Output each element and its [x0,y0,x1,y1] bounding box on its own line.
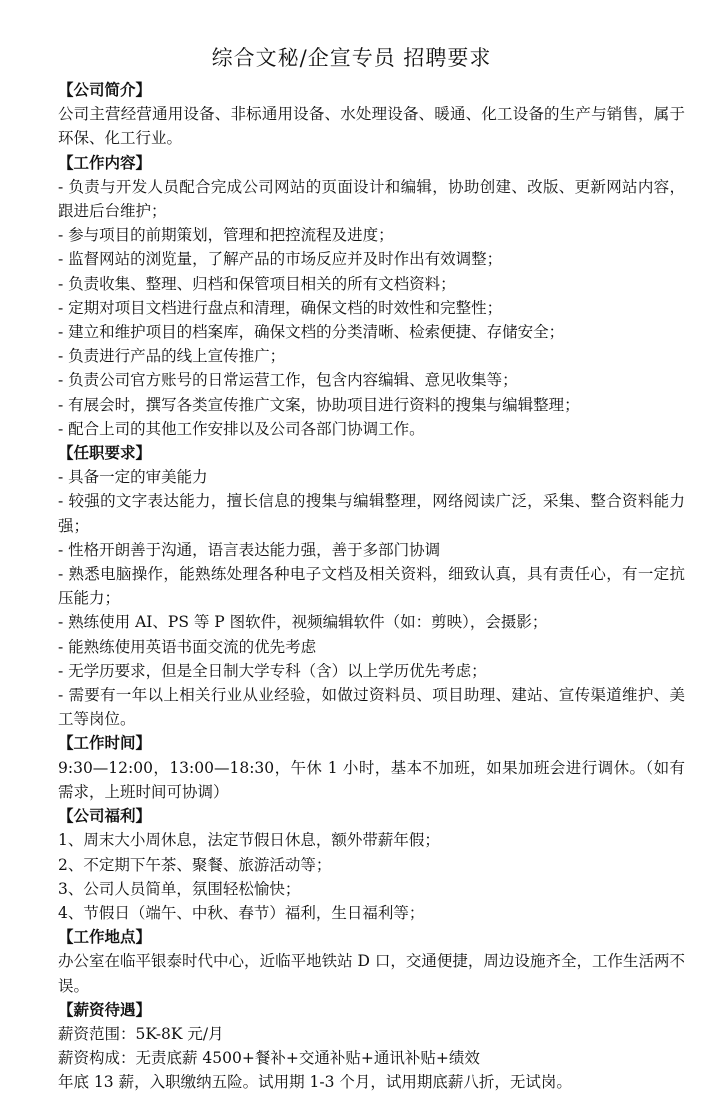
list-item: 1、周末大小周休息，法定节假日休息，额外带薪年假； [58,831,440,850]
list-item: - 较强的文字表达能力，擅长信息的搜集与编辑整理，网络阅读广泛，采集、整合资料能力强； [58,492,685,535]
list-item: - 有展会时，撰写各类宣传推广文案，协助项目进行资料的搜集与编辑整理； [58,395,580,414]
section-heading-requirements: 【任职要求】 [58,444,152,463]
list-item: 2、不定期下午茶、聚餐、旅游活动等； [58,855,332,874]
list-item: - 熟悉电脑操作，能熟练处理各种电子文档及相关资料，细致认真，具有责任心，有一定抗压能力； [58,565,685,608]
list-item: - 熟练使用 AI、PS 等 P 图软件，视频编辑软件（如：剪映），会摄影； [58,613,548,632]
requirements-list [58,465,685,731]
list-item: 3、公司人员简单，氛围轻松愉快； [58,879,301,898]
page-title: 综合文秘/企宣专员 招聘要求 [211,46,492,70]
section-heading-work-time: 【工作时间】 [58,734,152,753]
salary-extra-line: 年底 13 薪，入职缴纳五险。试用期 1-3 个月，试用期底薪八折，无试岗。 [58,1073,572,1092]
section-heading-benefits: 【公司福利】 [58,807,152,826]
work-time-text: 9:30—12:00，13:00—18:30，午休 1 小时，基本不加班，如果加班会进行调休。（如有需求，上班时间可协调） [58,758,685,801]
list-item: - 负责收集、整理、归档和保管项目相关的所有文档资料； [58,274,456,293]
list-item: - 参与项目的前期策划，管理和把控流程及进度； [58,226,394,245]
list-item: - 配合上司的其他工作安排以及公司各部门协调工作。 [58,419,425,438]
list-item: - 建立和维护项目的档案库，确保文档的分类清晰、检索便捷、存储安全； [58,323,565,342]
list-item: - 无学历要求，但是全日制大学专科（含）以上学历优先考虑； [58,661,487,680]
list-item: - 能熟练使用英语书面交流的优先考虑 [58,637,317,656]
list-item: - 定期对项目文档进行盘点和清理，确保文档的时效性和完整性； [58,298,503,317]
list-item: - 负责公司官方账号的日常运营工作，包含内容编辑、意见收集等； [58,371,518,390]
list-item: - 负责与开发人员配合完成公司网站的页面设计和编辑，协助创建、改版、更新网站内容，跟进后台维护； [58,177,685,221]
salary-range-line: 薪资范围：5K-8K 元/月 [58,1024,224,1043]
list-item: - 需要有一年以上相关行业从业经验，如做过资料员、项目助理、建站、宣传渠道维护、美工等岗位。 [58,686,685,729]
job-content-list [58,175,685,441]
list-item: - 性格开朗善于沟通，语言表达能力强，善于多部门协调 [58,540,441,559]
list-item: - 监督网站的浏览量，了解产品的市场反应并及时作出有效调整； [58,250,503,269]
section-heading-salary: 【薪资待遇】 [58,1000,152,1019]
section-heading-location: 【工作地点】 [58,928,152,947]
section-heading-job-content: 【工作内容】 [58,153,152,172]
list-item: - 负责进行产品的线上宣传推广； [58,347,286,366]
section-heading-company-intro: 【公司简介】 [58,81,152,99]
benefits-list [58,828,685,925]
location-text: 办公室在临平银泰时代中心，近临平地铁站 D 口，交通便捷，周边设施齐全，工作生活两不误。 [58,952,685,995]
company-intro-text: 公司主营经营通用设备、非标通用设备、水处理设备、暖通、化工设备的生产与销售，属于环保、化工行业。 [58,105,685,148]
list-item: 4、节假日（端午、中秋、春节）福利，生日福利等； [58,903,425,922]
list-item: - 具备一定的审美能力 [58,468,208,487]
salary-composition-line: 薪资构成：无责底薪 4500+餐补+交通补贴+通讯补贴+绩效 [58,1049,480,1068]
